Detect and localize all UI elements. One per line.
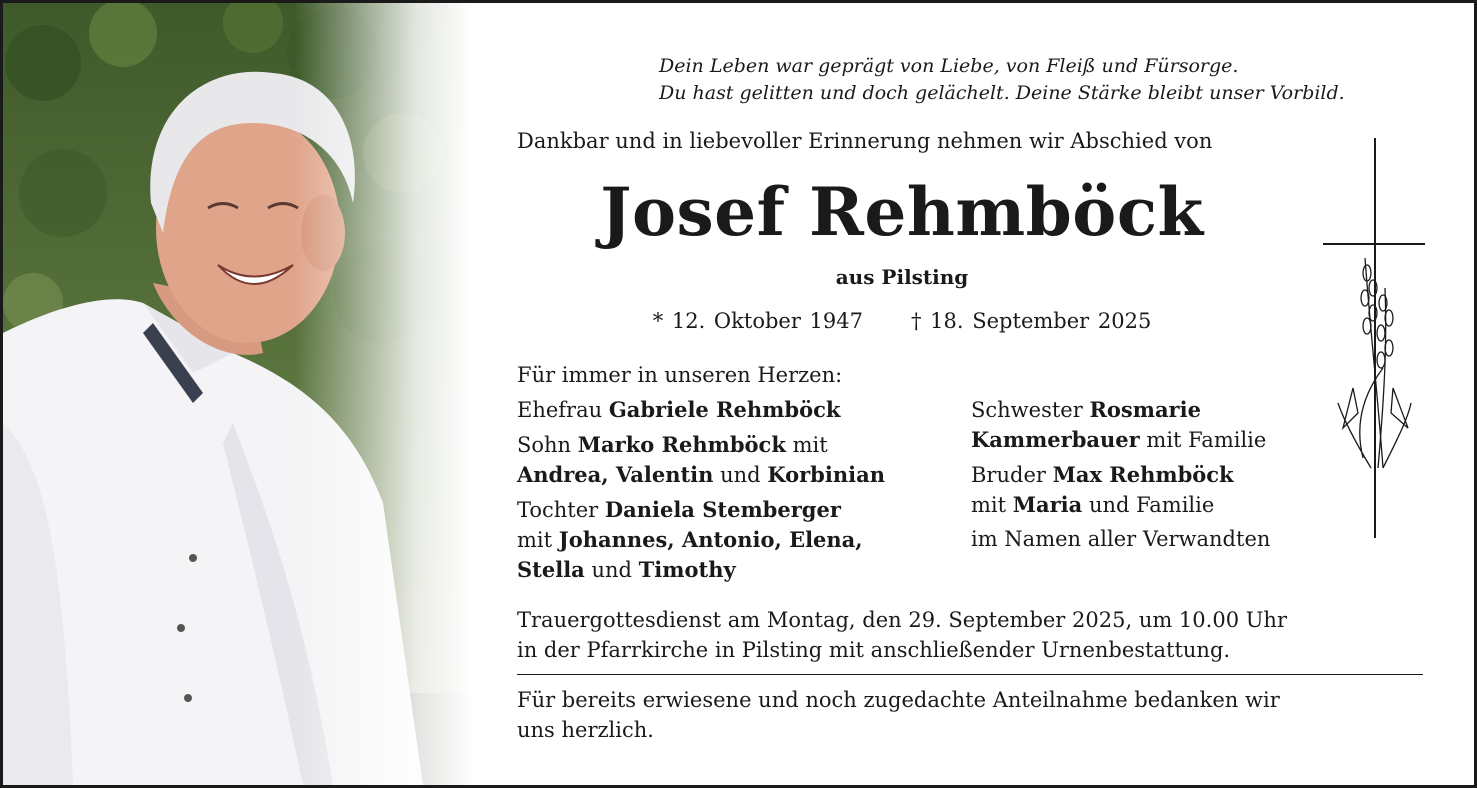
family-list-right: [971, 395, 1270, 559]
quote: [659, 53, 1345, 107]
service-line: Trauergottesdienst am Montag, den 29. September 2025, um 10.00 Uhr: [517, 608, 1287, 632]
son-name: Marko Rehmböck: [577, 432, 786, 457]
funeral-service: [517, 605, 1287, 665]
sister-name: Rosmarie: [1089, 397, 1201, 422]
quote-line: Du hast gelitten und doch gelächelt. Deine Stärke bleibt unser Vorbild.: [659, 82, 1345, 104]
cross-with-wheat-icon: [1323, 138, 1425, 538]
family-son: Sohn Marko Rehmböck mit Andrea, Valentin und Korbinian: [517, 432, 885, 487]
life-dates: [517, 309, 1287, 333]
thanks-text: [517, 685, 1280, 745]
birth-date: * 12. Oktober 1947: [652, 309, 863, 333]
family-list-left: [517, 361, 885, 590]
thanks-line: Für bereits erwiesene und noch zugedachte Anteilnahme bedanken wir: [517, 688, 1280, 712]
intro-text: Dankbar und in liebevoller Erinnerung nehmen wir Abschied von: [517, 129, 1213, 153]
family-sister: Schwester Rosmarie Kammerbauer mit Familie: [971, 397, 1267, 452]
origin: aus Pilsting: [835, 265, 969, 289]
family-heading: Für immer in unseren Herzen:: [517, 363, 843, 387]
service-line: in der Pfarrkirche in Pilsting mit anschließender Urnenbestattung.: [517, 638, 1231, 662]
daughter-name: Daniela Stemberger: [604, 497, 841, 522]
divider: [517, 674, 1423, 675]
family-wife: Ehefrau Gabriele Rehmböck: [517, 397, 841, 422]
thanks-line: uns herzlich.: [517, 718, 654, 742]
wife-name: Gabriele Rehmböck: [608, 397, 841, 422]
quote-line: Dein Leben war geprägt von Liebe, von Fleiß und Fürsorge.: [659, 55, 1239, 77]
brother-name: Max Rehmböck: [1052, 462, 1234, 487]
death-date: † 18. September 2025: [911, 309, 1152, 333]
family-relatives: im Namen aller Verwandten: [971, 527, 1271, 551]
family-brother: Bruder Max Rehmböck mit Maria und Familie: [971, 462, 1234, 517]
family-daughter: Tochter Daniela Stemberger mit Johannes, Antonio, Elena, Stella und Timothy: [517, 497, 863, 582]
deceased-name: Josef Rehmböck: [600, 173, 1204, 251]
